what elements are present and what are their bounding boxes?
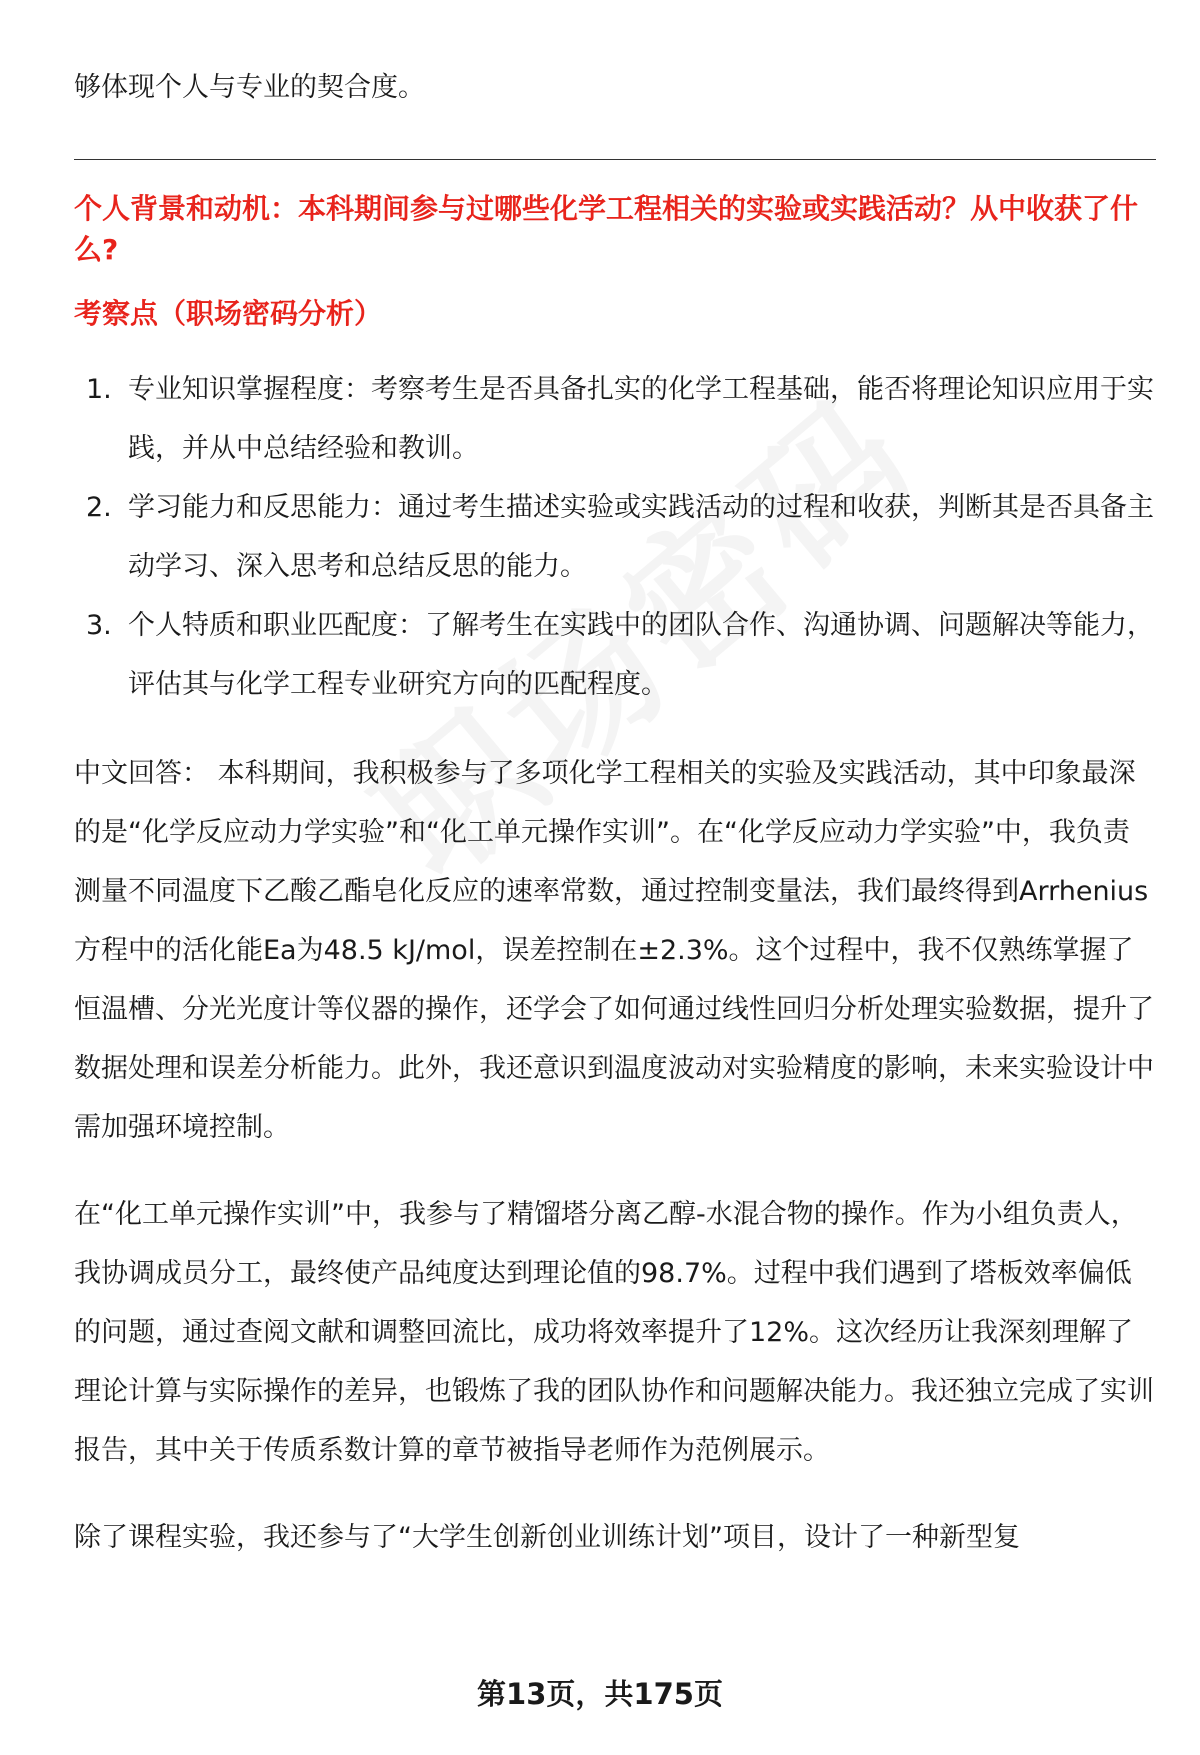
analysis-title: 考察点（职场密码分析） [74,297,383,330]
question-title: 个人背景和动机：本科期间参与过哪些化学工程相关的实验或实践活动？从中收获了什么? [74,192,1139,266]
point-text: 专业知识掌握程度：考察考生是否具备扎实的化学工程基础，能否将理论知识应用于实践，并从中总结经验和教训。 [128,374,1154,464]
analysis-point [74,478,1154,596]
analysis-point [74,596,1154,714]
answer-paragraph-2: 在“化工单元操作实训”中，我参与了精馏塔分离乙醇-水混合物的操作。作为小组负责人，我协调成员分工，最终使产品纯度达到理论值的98.7%。过程中我们遇到了塔板效率偏低的问题，通过查阅文献和调整回流比，成功将效率提升了12%。这次经历让我深刻理解了理论计算与实际操作的差异，也锻炼了我的团队协作和问题解决能力。我还独立完成了实训报告，其中关于传质系数计算的章节被指导老师作为范例展示。 [74,1199,1154,1466]
answer-paragraph-1: 中文回答： 本科期间，我积极参与了多项化学工程相关的实验及实践活动，其中印象最深的是“化学反应动力学实验”和“化工单元操作实训”。在“化学反应动力学实验”中，我负责测量不同温度下乙酸乙酯皂化反应的速率常数，通过控制变量法，我们最终得到Arrhenius方程中的活化能Ea为48.5 kJ/mol，误差控制在±2.3%。这个过程中，我不仅熟练掌握了恒温槽、分光光度计等仪器的操作，还学会了如何通过线性回归分析处理实验数据，提升了数据处理和误差分析能力。此外，我还意识到温度波动对实验精度的影响，未来实验设计中需加强环境控制。 [74,758,1154,1143]
point-text: 个人特质和职业匹配度：了解考生在实践中的团队合作、沟通协调、问题解决等能力，评估其与化学工程专业研究方向的匹配程度。 [128,610,1154,700]
point-number: 1. [86,374,112,405]
page-footer: 第13页，共175页 [477,1677,723,1711]
top-fragment: 够体现个人与专业的契合度。 [74,72,425,103]
point-number: 3. [86,610,112,641]
point-text: 学习能力和反思能力：通过考生描述实验或实践活动的过程和收获，判断其是否具备主动学习、深入思考和总结反思的能力。 [128,492,1154,582]
section-divider [74,159,1156,160]
analysis-point [74,360,1154,478]
analysis-points-list [74,360,1154,714]
page-content [74,58,1154,1567]
point-number: 2. [86,492,112,523]
answer-paragraph-3: 除了课程实验，我还参与了“大学生创新创业训练计划”项目，设计了一种新型复 [74,1522,1020,1553]
